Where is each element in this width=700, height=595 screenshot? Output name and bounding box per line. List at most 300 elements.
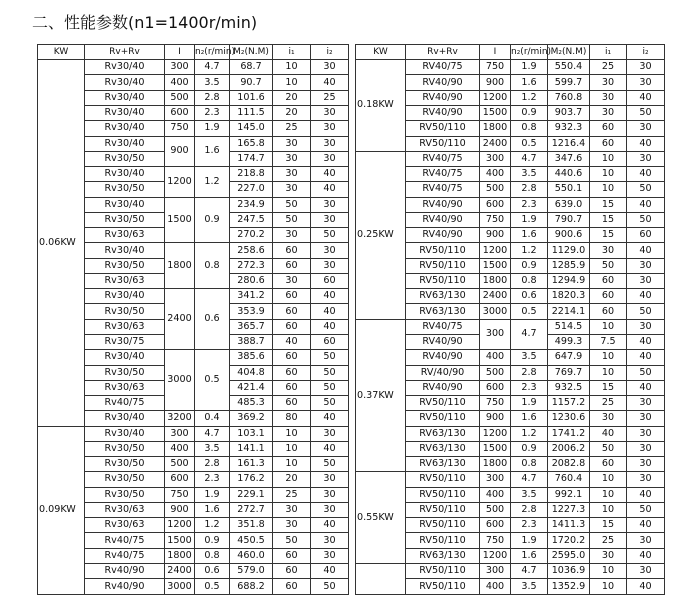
ratio-cell: 300 [165,426,195,441]
model-cell: Rv30/63 [85,228,165,243]
ratio-cell: 400 [480,350,511,365]
torque-cell: 760.4 [548,472,590,487]
torque-cell: 272.7 [230,502,273,517]
i2-cell: 30 [627,396,665,411]
model-cell: RV40/90 [406,334,480,349]
ratio-cell: 500 [480,502,511,517]
i2-cell: 60 [627,228,665,243]
ratio-cell: 400 [480,579,511,595]
i1-cell: 30 [590,75,627,90]
table-row [356,472,665,487]
speed-cell: 1.6 [511,411,548,426]
i2-cell: 40 [627,579,665,595]
model-cell: RV40/75 [406,167,480,182]
i2-cell: 60 [311,334,349,349]
table-row [38,289,349,304]
i2-header: i₂ [311,45,349,60]
i2-cell: 40 [311,182,349,197]
i2-cell: 40 [627,136,665,151]
i1-cell: 60 [590,289,627,304]
i1-header: i₁ [273,45,311,60]
table-row [38,563,349,578]
model-cell: Rv30/63 [85,502,165,517]
table-row [38,441,349,456]
model-cell: Rv30/63 [85,380,165,395]
torque-cell: 599.7 [548,75,590,90]
i2-cell: 40 [627,334,665,349]
i2-cell: 30 [627,60,665,75]
speed-cell: 0.8 [195,548,230,563]
i2-cell: 40 [311,289,349,304]
ratio-cell: 900 [480,228,511,243]
i1-cell: 50 [590,441,627,456]
model-cell: Rv30/63 [85,518,165,533]
speed-cell: 0.5 [511,136,548,151]
i2-cell: 30 [627,273,665,288]
i1-cell: 30 [273,502,311,517]
i2-header: i₂ [627,45,665,60]
i1-cell: 50 [273,197,311,212]
model-cell: RV63/130 [406,289,480,304]
speed-cell: 3.5 [511,579,548,595]
torque-cell: 1294.9 [548,273,590,288]
torque-cell: 351.8 [230,518,273,533]
torque-cell: 247.5 [230,212,273,227]
ratio-cell: 400 [480,167,511,182]
ratio-cell: 1800 [480,273,511,288]
kw-cell: 0.25KW [356,151,406,319]
i1-cell: 10 [590,167,627,182]
torque-cell: 145.0 [230,121,273,136]
i1-cell: 10 [273,60,311,75]
speed-cell: 4.7 [511,563,548,578]
model-cell: Rv30/63 [85,273,165,288]
i2-cell: 50 [311,350,349,365]
i2-cell: 30 [627,472,665,487]
ratio-cell: 900 [165,136,195,167]
i1-cell: 60 [590,136,627,151]
ratio-cell: 1500 [165,533,195,548]
speed-header: n₂(r/min) [511,45,548,60]
i1-cell: 10 [590,151,627,166]
model-cell: Rv30/50 [85,304,165,319]
i1-cell: 30 [273,273,311,288]
i1-cell: 10 [590,579,627,595]
i2-cell: 40 [627,350,665,365]
i1-cell: 60 [273,319,311,334]
i2-cell: 30 [311,197,349,212]
i2-cell: 50 [311,380,349,395]
ratio-cell: 1500 [480,105,511,120]
speed-cell: 1.2 [511,243,548,258]
torque-cell: 341.2 [230,289,273,304]
ratio-cell: 2400 [480,289,511,304]
i1-cell: 30 [590,90,627,105]
ratio-cell: 1200 [480,243,511,258]
i1-cell: 40 [590,426,627,441]
table-row [38,105,349,120]
i1-cell: 10 [590,182,627,197]
ratio-cell: 900 [165,502,195,517]
torque-cell: 647.9 [548,350,590,365]
i1-cell: 60 [273,563,311,578]
ratio-cell: 500 [165,457,195,472]
speed-cell: 1.9 [511,212,548,227]
torque-cell: 111.5 [230,105,273,120]
kw-header: KW [356,45,406,60]
i1-cell: 15 [590,518,627,533]
torque-cell: 903.7 [548,105,590,120]
table-row [38,426,349,441]
torque-cell: 1157.2 [548,396,590,411]
i1-cell: 60 [590,304,627,319]
torque-cell: 450.5 [230,533,273,548]
table-row [38,472,349,487]
i1-cell: 30 [590,411,627,426]
model-cell: RV50/110 [406,518,480,533]
i1-cell: 60 [273,243,311,258]
model-cell: RV63/130 [406,441,480,456]
i1-cell: 60 [273,579,311,595]
speed-cell: 0.9 [511,105,548,120]
ratio-cell: 2400 [165,289,195,350]
model-cell: RV63/130 [406,457,480,472]
torque-cell: 485.3 [230,396,273,411]
i2-cell: 30 [311,243,349,258]
i1-cell: 20 [273,90,311,105]
i2-cell: 40 [627,518,665,533]
torque-cell: 992.1 [548,487,590,502]
table-row [38,518,349,533]
speed-cell: 3.5 [511,350,548,365]
i2-cell: 30 [311,472,349,487]
ratio-cell: 750 [480,533,511,548]
model-cell: RV50/110 [406,502,480,517]
i2-cell: 40 [627,487,665,502]
speed-cell: 1.9 [195,121,230,136]
torque-cell: 514.5 [548,319,590,334]
model-cell: Rv30/40 [85,350,165,365]
table-row [38,167,349,182]
i1-cell: 10 [590,563,627,578]
model-cell: Rv30/40 [85,90,165,105]
torque-cell: 1285.9 [548,258,590,273]
i1-cell: 10 [590,502,627,517]
ratio-cell: 300 [165,60,195,75]
ratio-cell: 3000 [165,350,195,411]
table-row [38,411,349,426]
model-cell: Rv40/90 [85,563,165,578]
model-cell: RV63/130 [406,548,480,563]
torque-cell: 1352.9 [548,579,590,595]
table-row [38,502,349,517]
ratio-cell: 500 [165,90,195,105]
kw-cell: 0.37KW [356,319,406,472]
i2-cell: 30 [627,121,665,136]
table-row [38,350,349,365]
torque-cell: 2082.8 [548,457,590,472]
kw-cell: 0.18KW [356,60,406,152]
torque-cell: 579.0 [230,563,273,578]
i1-cell: 60 [273,350,311,365]
torque-cell: 499.3 [548,334,590,349]
ratio-cell: 1200 [165,518,195,533]
i2-cell: 30 [311,136,349,151]
performance-table-right [355,44,665,595]
i1-cell: 10 [590,350,627,365]
speed-cell: 1.6 [511,228,548,243]
model-cell: RV50/110 [406,136,480,151]
model-cell: RV50/110 [406,243,480,258]
i2-cell: 30 [627,441,665,456]
speed-cell: 4.7 [195,60,230,75]
model-cell: RV40/75 [406,151,480,166]
speed-cell: 4.7 [511,319,548,350]
i1-cell: 30 [273,136,311,151]
torque-cell: 460.0 [230,548,273,563]
table-row [356,60,665,75]
ratio-cell: 900 [480,411,511,426]
i1-cell: 60 [590,121,627,136]
i2-cell: 40 [311,411,349,426]
i2-cell: 30 [627,563,665,578]
i2-cell: 50 [311,228,349,243]
speed-cell: 3.5 [511,167,548,182]
speed-cell: 3.5 [195,441,230,456]
torque-cell: 1820.3 [548,289,590,304]
i2-cell: 50 [627,502,665,517]
ratio-cell: 600 [480,197,511,212]
torque-cell: 404.8 [230,365,273,380]
ratio-cell: 1200 [165,167,195,198]
speed-cell: 1.9 [195,487,230,502]
i2-cell: 50 [627,212,665,227]
ratio-cell: 2400 [165,563,195,578]
torque-header: M₂(N.M) [548,45,590,60]
model-cell: Rv30/40 [85,105,165,120]
ratio-cell: 400 [480,487,511,502]
torque-cell: 258.6 [230,243,273,258]
ratio-cell: 750 [165,487,195,502]
kw-cell [356,563,406,594]
model-cell: RV/40/90 [406,365,480,380]
torque-cell: 790.7 [548,212,590,227]
i2-cell: 30 [627,533,665,548]
table-row [38,75,349,90]
model-cell: RV40/75 [406,182,480,197]
i1-cell: 20 [273,105,311,120]
torque-cell: 1741.2 [548,426,590,441]
i1-cell: 10 [590,319,627,334]
i1-cell: 30 [590,548,627,563]
model-cell: Rv30/40 [85,197,165,212]
i1-cell: 10 [590,472,627,487]
i1-cell: 10 [590,487,627,502]
i2-cell: 40 [627,90,665,105]
i1-cell: 60 [273,548,311,563]
i2-cell: 40 [311,319,349,334]
i2-cell: 50 [311,365,349,380]
speed-cell: 1.9 [511,396,548,411]
torque-cell: 174.7 [230,151,273,166]
i2-cell: 40 [311,75,349,90]
ratio-cell: 500 [480,182,511,197]
model-cell: RV50/110 [406,563,480,578]
i1-cell: 30 [273,151,311,166]
speed-cell: 0.9 [195,533,230,548]
i2-cell: 30 [311,258,349,273]
torque-cell: 385.6 [230,350,273,365]
torque-cell: 932.5 [548,380,590,395]
i1-cell: 50 [273,533,311,548]
speed-cell: 3.5 [511,487,548,502]
page-title: 二、性能参数(n1=1400r/min) [32,13,258,32]
model-cell: RV40/90 [406,350,480,365]
ratio-cell: 300 [480,472,511,487]
i2-cell: 50 [627,182,665,197]
speed-cell: 1.6 [195,136,230,167]
torque-cell: 900.6 [548,228,590,243]
model-cell: Rv30/50 [85,487,165,502]
torque-cell: 176.2 [230,472,273,487]
model-cell: Rv30/40 [85,75,165,90]
i2-cell: 30 [311,487,349,502]
torque-cell: 1230.6 [548,411,590,426]
table-row [38,136,349,151]
i1-header: i₁ [590,45,627,60]
i2-cell: 30 [311,533,349,548]
i2-cell: 30 [627,258,665,273]
i2-cell: 30 [311,426,349,441]
i2-cell: 30 [627,75,665,90]
model-header: Rv+Rv [85,45,165,60]
ratio-cell: 1800 [480,457,511,472]
model-cell: RV40/90 [406,197,480,212]
i1-cell: 30 [273,167,311,182]
torque-cell: 1129.0 [548,243,590,258]
i1-cell: 30 [273,518,311,533]
i2-cell: 30 [311,151,349,166]
table-row [38,90,349,105]
i2-cell: 40 [311,441,349,456]
i2-cell: 30 [627,411,665,426]
model-cell: RV63/130 [406,304,480,319]
torque-header: M₂(N.M) [230,45,273,60]
speed-cell: 2.8 [195,90,230,105]
i2-cell: 50 [627,304,665,319]
table-row [356,151,665,166]
speed-cell: 2.8 [511,182,548,197]
kw-header: KW [38,45,85,60]
model-cell: RV40/90 [406,105,480,120]
table-row [38,197,349,212]
table-row [38,579,349,595]
table-row [38,487,349,502]
i1-cell: 10 [273,457,311,472]
i2-cell: 40 [311,518,349,533]
speed-cell: 4.7 [511,151,548,166]
model-cell: Rv30/40 [85,136,165,151]
torque-cell: 218.8 [230,167,273,182]
torque-cell: 388.7 [230,334,273,349]
table-row [38,60,349,75]
model-cell: Rv40/75 [85,533,165,548]
torque-cell: 1036.9 [548,563,590,578]
torque-cell: 1216.4 [548,136,590,151]
model-cell: Rv30/50 [85,365,165,380]
i2-cell: 40 [627,243,665,258]
i2-cell: 25 [311,90,349,105]
torque-cell: 365.7 [230,319,273,334]
ratio-cell: 1500 [165,197,195,243]
speed-cell: 1.2 [195,518,230,533]
torque-cell: 2595.0 [548,548,590,563]
kw-cell: 0.55KW [356,472,406,564]
model-cell: RV50/110 [406,258,480,273]
i2-cell: 50 [627,105,665,120]
torque-cell: 1411.3 [548,518,590,533]
model-cell: RV50/110 [406,411,480,426]
i2-cell: 40 [627,548,665,563]
table-row [38,243,349,258]
speed-cell: 1.6 [195,502,230,517]
model-cell: RV40/75 [406,60,480,75]
i1-cell: 80 [273,411,311,426]
model-cell: Rv30/40 [85,289,165,304]
torque-cell: 272.3 [230,258,273,273]
torque-cell: 280.6 [230,273,273,288]
model-cell: RV40/90 [406,75,480,90]
i2-cell: 30 [627,151,665,166]
table-row [38,457,349,472]
torque-cell: 68.7 [230,60,273,75]
model-cell: Rv40/90 [85,579,165,595]
i1-cell: 30 [273,182,311,197]
speed-cell: 2.8 [511,502,548,517]
ratio-cell: 1500 [480,441,511,456]
speed-cell: 0.6 [511,289,548,304]
i1-cell: 25 [273,121,311,136]
model-header: Rv+Rv [406,45,480,60]
torque-cell: 234.9 [230,197,273,212]
speed-cell: 0.5 [195,350,230,411]
i1-cell: 10 [590,365,627,380]
i1-cell: 40 [273,334,311,349]
speed-cell: 0.8 [511,457,548,472]
torque-cell: 2006.2 [548,441,590,456]
header-row [356,45,665,60]
model-cell: Rv30/40 [85,121,165,136]
i2-cell: 30 [627,426,665,441]
ratio-cell: 750 [480,60,511,75]
torque-cell: 639.0 [548,197,590,212]
ratio-cell: 600 [165,472,195,487]
model-cell: Rv30/50 [85,441,165,456]
speed-cell: 3.5 [195,75,230,90]
torque-cell: 227.0 [230,182,273,197]
i1-cell: 15 [590,212,627,227]
speed-cell: 4.7 [195,426,230,441]
torque-cell: 347.6 [548,151,590,166]
speed-cell: 1.2 [511,90,548,105]
torque-cell: 165.8 [230,136,273,151]
ratio-cell: 2400 [480,136,511,151]
speed-cell: 0.6 [195,289,230,350]
model-cell: Rv30/40 [85,167,165,182]
table-row [38,121,349,136]
ratio-cell: 600 [480,380,511,395]
i1-cell: 10 [273,441,311,456]
